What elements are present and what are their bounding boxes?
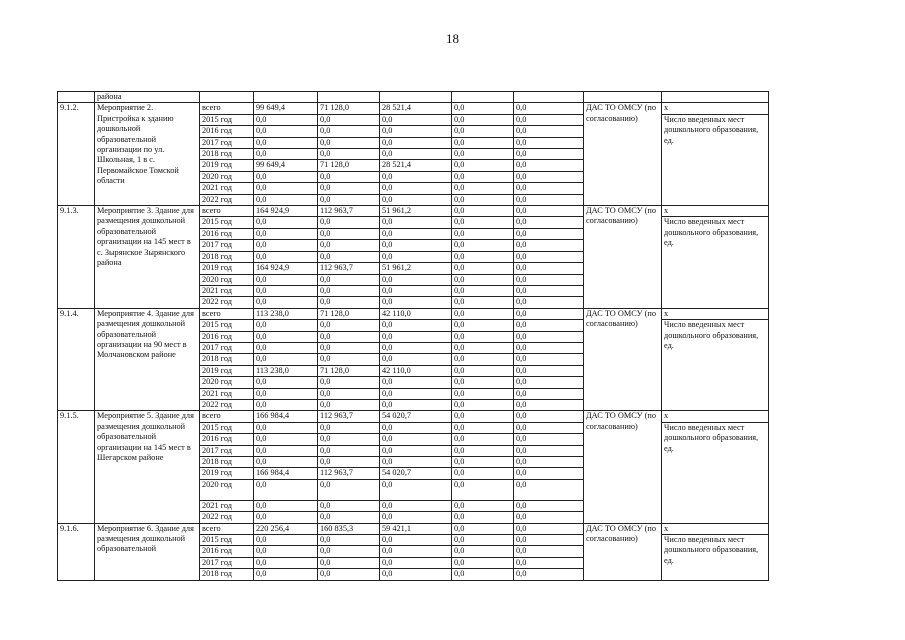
indicator-name-cell: Число введенных мест дошкольного образования, ед. (662, 535, 769, 581)
amount-cell-3: 54 020,7 (380, 468, 452, 479)
amount-cell-2: 71 128,0 (318, 160, 380, 171)
amount-cell-2: 0,0 (318, 569, 380, 580)
year-label: 2016 год (200, 126, 254, 137)
year-label: 2019 год (200, 263, 254, 274)
year-label: 2016 год (200, 546, 254, 557)
amount-cell-2: 112 963,7 (318, 263, 380, 274)
amount-cell-1: 0,0 (254, 535, 318, 546)
amount-cell-5: 0,0 (514, 263, 584, 274)
measure-total-row (58, 308, 769, 319)
amount-cell-3: 0,0 (380, 557, 452, 568)
amount-cell-3: 0,0 (380, 217, 452, 228)
amount-cell-2: 0,0 (318, 126, 380, 137)
amount-cell-1: 0,0 (254, 251, 318, 262)
amount-cell-5: 0,0 (514, 422, 584, 433)
amount-cell-1: 113 238,0 (254, 365, 318, 376)
continuation-code-cell (58, 92, 95, 103)
amount-cell-2: 0,0 (318, 445, 380, 456)
amount-cell-5: 0,0 (514, 365, 584, 376)
amount-cell-1: 0,0 (254, 434, 318, 445)
measure-code: 9.1.2. (58, 103, 95, 206)
amount-cell-3: 0,0 (380, 274, 452, 285)
amount-cell-5: 0,0 (514, 171, 584, 182)
amount-cell-1: 164 924,9 (254, 206, 318, 217)
total-label: всего (200, 103, 254, 114)
amount-cell-3: 0,0 (380, 149, 452, 160)
amount-cell-2: 0,0 (318, 557, 380, 568)
amount-cell-1: 0,0 (254, 149, 318, 160)
amount-cell-5: 0,0 (514, 183, 584, 194)
amount-cell-2: 0,0 (318, 388, 380, 399)
amount-cell-5: 0,0 (514, 569, 584, 580)
amount-cell-3: 0,0 (380, 320, 452, 331)
amount-cell-4: 0,0 (452, 126, 514, 137)
amount-cell-1: 0,0 (254, 500, 318, 511)
indicator-x-cell: x (662, 523, 769, 534)
total-label: всего (200, 523, 254, 534)
amount-cell-3: 0,0 (380, 399, 452, 410)
amount-cell-3: 0,0 (380, 434, 452, 445)
amount-cell-3: 42 110,0 (380, 308, 452, 319)
amount-cell-4: 0,0 (452, 308, 514, 319)
amount-cell-4: 0,0 (452, 149, 514, 160)
year-label: 2018 год (200, 251, 254, 262)
amount-cell-1: 0,0 (254, 194, 318, 205)
year-label: 2015 год (200, 535, 254, 546)
year-label: 2015 год (200, 114, 254, 125)
amount-cell-3: 51 961,2 (380, 206, 452, 217)
amount-cell-1: 0,0 (254, 320, 318, 331)
amount-cell-1: 0,0 (254, 228, 318, 239)
amount-cell-3: 51 961,2 (380, 263, 452, 274)
year-label: 2017 год (200, 445, 254, 456)
amount-cell-3: 0,0 (380, 512, 452, 523)
amount-cell-1: 0,0 (254, 546, 318, 557)
amount-cell-2: 0,0 (318, 422, 380, 433)
indicator-name-cell: Число введенных мест дошкольного образования, ед. (662, 217, 769, 308)
amount-cell-3: 0,0 (380, 377, 452, 388)
amount-cell-4: 0,0 (452, 500, 514, 511)
amount-cell-3: 54 020,7 (380, 411, 452, 422)
year-label: 2019 год (200, 160, 254, 171)
amount-cell-4: 0,0 (452, 331, 514, 342)
amount-cell-1: 0,0 (254, 445, 318, 456)
amount-cell-2: 160 835,3 (318, 523, 380, 534)
amount-cell-5: 0,0 (514, 126, 584, 137)
amount-cell-5: 0,0 (514, 500, 584, 511)
amount-cell-3: 0,0 (380, 500, 452, 511)
amount-cell-5: 0,0 (514, 377, 584, 388)
amount-cell-4: 0,0 (452, 297, 514, 308)
year-label: 2015 год (200, 217, 254, 228)
amount-cell-3: 0,0 (380, 479, 452, 500)
amount-cell-1: 0,0 (254, 183, 318, 194)
year-label: 2015 год (200, 320, 254, 331)
year-label: 2022 год (200, 512, 254, 523)
amount-cell-2: 71 128,0 (318, 308, 380, 319)
measure-name: Мероприятие 4. Здание для размещения дошкольной образовательной организации на 90 мест в Молчановском районе (95, 308, 200, 411)
amount-cell-5: 0,0 (514, 468, 584, 479)
amount-cell-2: 0,0 (318, 457, 380, 468)
year-label: 2017 год (200, 342, 254, 353)
amount-cell-2: 0,0 (318, 546, 380, 557)
amount-cell-3: 0,0 (380, 228, 452, 239)
amount-cell-3: 0,0 (380, 194, 452, 205)
total-label: всего (200, 411, 254, 422)
amount-cell-4: 0,0 (452, 251, 514, 262)
amount-cell-5: 0,0 (514, 479, 584, 500)
amount-cell-2: 0,0 (318, 377, 380, 388)
amount-cell-4: 0,0 (452, 523, 514, 534)
amount-cell-4: 0,0 (452, 557, 514, 568)
amount-cell-1: 0,0 (254, 331, 318, 342)
amount-cell-5: 0,0 (514, 546, 584, 557)
amount-cell-4: 0,0 (452, 457, 514, 468)
amount-cell-5: 0,0 (514, 160, 584, 171)
amount-cell-3: 0,0 (380, 354, 452, 365)
year-label: 2021 год (200, 388, 254, 399)
amount-cell-3: 0,0 (380, 297, 452, 308)
year-label: 2020 год (200, 479, 254, 500)
amount-cell-5: 0,0 (514, 399, 584, 410)
year-label: 2018 год (200, 354, 254, 365)
amount-cell-3: 0,0 (380, 342, 452, 353)
program-measures-table (57, 91, 769, 581)
amount-cell-5: 0,0 (514, 194, 584, 205)
executor-cell: ДАС ТО ОМСУ (по согласованию) (584, 523, 662, 580)
year-label: 2018 год (200, 569, 254, 580)
amount-cell-1: 0,0 (254, 557, 318, 568)
amount-cell-3: 28 521,4 (380, 160, 452, 171)
amount-cell-4: 0,0 (452, 569, 514, 580)
amount-cell-5: 0,0 (514, 434, 584, 445)
amount-cell-3: 0,0 (380, 240, 452, 251)
amount-cell-2: 0,0 (318, 171, 380, 182)
executor-cell: ДАС ТО ОМСУ (по согласованию) (584, 206, 662, 309)
total-label: всего (200, 308, 254, 319)
amount-cell-1: 0,0 (254, 569, 318, 580)
indicator-name-cell: Число введенных мест дошкольного образования, ед. (662, 320, 769, 411)
amount-cell-1: 0,0 (254, 114, 318, 125)
year-label: 2017 год (200, 137, 254, 148)
amount-cell-1: 0,0 (254, 377, 318, 388)
amount-cell-2: 0,0 (318, 297, 380, 308)
year-label: 2020 год (200, 377, 254, 388)
amount-cell-3: 0,0 (380, 137, 452, 148)
amount-cell-2: 71 128,0 (318, 103, 380, 114)
year-label: 2017 год (200, 557, 254, 568)
amount-cell-5: 0,0 (514, 274, 584, 285)
amount-cell-1: 166 984,4 (254, 468, 318, 479)
measure-total-row (58, 523, 769, 534)
year-label: 2021 год (200, 500, 254, 511)
amount-cell-5: 0,0 (514, 137, 584, 148)
amount-cell-3: 0,0 (380, 569, 452, 580)
measure-name: Мероприятие 5. Здание для размещения дошкольной образовательной организации на 145 мест в Шегарском районе (95, 411, 200, 523)
amount-cell-5: 0,0 (514, 331, 584, 342)
year-label: 2020 год (200, 171, 254, 182)
amount-cell-4: 0,0 (452, 263, 514, 274)
measure-code: 9.1.6. (58, 523, 95, 580)
measure-total-row (58, 411, 769, 422)
amount-cell-1: 166 984,4 (254, 411, 318, 422)
amount-cell-4: 0,0 (452, 217, 514, 228)
measure-total-row (58, 206, 769, 217)
year-label: 2017 год (200, 240, 254, 251)
measure-total-row (58, 103, 769, 114)
amount-cell-1: 0,0 (254, 126, 318, 137)
page-number: 18 (446, 31, 459, 46)
amount-cell-1: 220 256,4 (254, 523, 318, 534)
amount-cell-2: 0,0 (318, 500, 380, 511)
amount-cell-5: 0,0 (514, 354, 584, 365)
amount-cell-2: 0,0 (318, 535, 380, 546)
amount-cell-5: 0,0 (514, 308, 584, 319)
amount-cell-4: 0,0 (452, 377, 514, 388)
amount-cell-5: 0,0 (514, 557, 584, 568)
amount-cell-1: 0,0 (254, 274, 318, 285)
amount-cell-3: 0,0 (380, 183, 452, 194)
amount-cell-2: 112 963,7 (318, 468, 380, 479)
amount-cell-4: 0,0 (452, 137, 514, 148)
year-label: 2019 год (200, 365, 254, 376)
amount-cell-4: 0,0 (452, 240, 514, 251)
amount-cell-3: 0,0 (380, 331, 452, 342)
amount-cell-3: 0,0 (380, 535, 452, 546)
amount-cell-4: 0,0 (452, 365, 514, 376)
amount-cell-5: 0,0 (514, 535, 584, 546)
year-label: 2021 год (200, 183, 254, 194)
continuation-name-cell: района (95, 92, 200, 103)
amount-cell-2: 0,0 (318, 240, 380, 251)
amount-cell-3: 0,0 (380, 126, 452, 137)
amount-cell-2: 0,0 (318, 228, 380, 239)
amount-cell-2: 71 128,0 (318, 365, 380, 376)
amount-cell-1: 0,0 (254, 422, 318, 433)
amount-cell-1: 0,0 (254, 512, 318, 523)
amount-cell-2: 0,0 (318, 342, 380, 353)
amount-cell-2: 0,0 (318, 251, 380, 262)
amount-cell-5: 0,0 (514, 103, 584, 114)
amount-cell-5: 0,0 (514, 285, 584, 296)
amount-cell-1: 0,0 (254, 217, 318, 228)
amount-cell-5: 0,0 (514, 206, 584, 217)
amount-cell-5: 0,0 (514, 388, 584, 399)
indicator-name-cell: Число введенных мест дошкольного образования, ед. (662, 422, 769, 523)
amount-cell-2: 0,0 (318, 354, 380, 365)
year-label: 2022 год (200, 297, 254, 308)
amount-cell-1: 0,0 (254, 479, 318, 500)
amount-cell-2: 0,0 (318, 217, 380, 228)
amount-cell-1: 0,0 (254, 297, 318, 308)
amount-cell-4: 0,0 (452, 194, 514, 205)
year-label: 2016 год (200, 228, 254, 239)
amount-cell-3: 0,0 (380, 285, 452, 296)
amount-cell-5: 0,0 (514, 297, 584, 308)
amount-cell-1: 0,0 (254, 285, 318, 296)
amount-cell-4: 0,0 (452, 114, 514, 125)
amount-cell-2: 112 963,7 (318, 206, 380, 217)
amount-cell-3: 59 421,1 (380, 523, 452, 534)
amount-cell-2: 0,0 (318, 274, 380, 285)
amount-cell-4: 0,0 (452, 320, 514, 331)
amount-cell-2: 112 963,7 (318, 411, 380, 422)
amount-cell-4: 0,0 (452, 479, 514, 500)
indicator-name-cell: Число введенных мест дошкольного образования, ед. (662, 114, 769, 205)
amount-cell-2: 0,0 (318, 399, 380, 410)
amount-cell-1: 0,0 (254, 240, 318, 251)
amount-cell-4: 0,0 (452, 411, 514, 422)
amount-cell-1: 0,0 (254, 354, 318, 365)
measure-name: Мероприятие 2. Пристройка к зданию дошкольной образовательной организации по ул. Школьная, 1 в с. Первомайское Томской области (95, 103, 200, 206)
amount-cell-3: 28 521,4 (380, 103, 452, 114)
measure-code: 9.1.5. (58, 411, 95, 523)
amount-cell-4: 0,0 (452, 206, 514, 217)
measure-code: 9.1.4. (58, 308, 95, 411)
amount-cell-5: 0,0 (514, 251, 584, 262)
amount-cell-3: 42 110,0 (380, 365, 452, 376)
measure-code: 9.1.3. (58, 206, 95, 309)
amount-cell-5: 0,0 (514, 342, 584, 353)
amount-cell-3: 0,0 (380, 171, 452, 182)
amount-cell-5: 0,0 (514, 457, 584, 468)
amount-cell-3: 0,0 (380, 445, 452, 456)
amount-cell-4: 0,0 (452, 183, 514, 194)
amount-cell-5: 0,0 (514, 240, 584, 251)
executor-cell: ДАС ТО ОМСУ (по согласованию) (584, 308, 662, 411)
amount-cell-1: 0,0 (254, 137, 318, 148)
amount-cell-5: 0,0 (514, 149, 584, 160)
year-label: 2019 год (200, 468, 254, 479)
year-label: 2016 год (200, 434, 254, 445)
executor-cell: ДАС ТО ОМСУ (по согласованию) (584, 103, 662, 206)
amount-cell-2: 0,0 (318, 285, 380, 296)
year-label: 2016 год (200, 331, 254, 342)
amount-cell-1: 0,0 (254, 171, 318, 182)
amount-cell-5: 0,0 (514, 445, 584, 456)
amount-cell-2: 0,0 (318, 194, 380, 205)
amount-cell-4: 0,0 (452, 285, 514, 296)
amount-cell-4: 0,0 (452, 512, 514, 523)
executor-cell: ДАС ТО ОМСУ (по согласованию) (584, 411, 662, 523)
amount-cell-2: 0,0 (318, 149, 380, 160)
year-label: 2018 год (200, 457, 254, 468)
amount-cell-1: 0,0 (254, 388, 318, 399)
amount-cell-1: 99 649,4 (254, 160, 318, 171)
amount-cell-2: 0,0 (318, 137, 380, 148)
amount-cell-2: 0,0 (318, 331, 380, 342)
amount-cell-4: 0,0 (452, 228, 514, 239)
amount-cell-3: 0,0 (380, 457, 452, 468)
amount-cell-5: 0,0 (514, 523, 584, 534)
amount-cell-4: 0,0 (452, 388, 514, 399)
amount-cell-2: 0,0 (318, 114, 380, 125)
amount-cell-2: 0,0 (318, 434, 380, 445)
amount-cell-1: 0,0 (254, 399, 318, 410)
amount-cell-5: 0,0 (514, 217, 584, 228)
amount-cell-4: 0,0 (452, 160, 514, 171)
amount-cell-5: 0,0 (514, 512, 584, 523)
amount-cell-1: 164 924,9 (254, 263, 318, 274)
amount-cell-2: 0,0 (318, 512, 380, 523)
amount-cell-1: 0,0 (254, 457, 318, 468)
amount-cell-5: 0,0 (514, 411, 584, 422)
indicator-x-cell: x (662, 206, 769, 217)
amount-cell-2: 0,0 (318, 479, 380, 500)
amount-cell-5: 0,0 (514, 114, 584, 125)
indicator-x-cell: x (662, 308, 769, 319)
amount-cell-4: 0,0 (452, 399, 514, 410)
amount-cell-4: 0,0 (452, 546, 514, 557)
amount-cell-4: 0,0 (452, 434, 514, 445)
amount-cell-3: 0,0 (380, 388, 452, 399)
amount-cell-4: 0,0 (452, 422, 514, 433)
year-label: 2020 год (200, 274, 254, 285)
amount-cell-3: 0,0 (380, 251, 452, 262)
amount-cell-4: 0,0 (452, 103, 514, 114)
amount-cell-4: 0,0 (452, 274, 514, 285)
total-label: всего (200, 206, 254, 217)
amount-cell-5: 0,0 (514, 228, 584, 239)
amount-cell-2: 0,0 (318, 183, 380, 194)
year-label: 2015 год (200, 422, 254, 433)
year-label: 2022 год (200, 399, 254, 410)
amount-cell-4: 0,0 (452, 171, 514, 182)
indicator-x-cell: x (662, 103, 769, 114)
amount-cell-1: 113 238,0 (254, 308, 318, 319)
amount-cell-4: 0,0 (452, 342, 514, 353)
measure-name: Мероприятие 6. Здание для размещения дошкольной образовательной (95, 523, 200, 580)
amount-cell-1: 99 649,4 (254, 103, 318, 114)
amount-cell-4: 0,0 (452, 535, 514, 546)
year-label: 2022 год (200, 194, 254, 205)
amount-cell-4: 0,0 (452, 468, 514, 479)
year-label: 2021 год (200, 285, 254, 296)
continuation-row (58, 92, 769, 103)
amount-cell-4: 0,0 (452, 354, 514, 365)
measure-name: Мероприятие 3. Здание для размещения дошкольной образовательной организации на 145 мест в с. Зырянское Зырянского района (95, 206, 200, 309)
amount-cell-3: 0,0 (380, 114, 452, 125)
amount-cell-3: 0,0 (380, 546, 452, 557)
year-label: 2018 год (200, 149, 254, 160)
amount-cell-3: 0,0 (380, 422, 452, 433)
amount-cell-1: 0,0 (254, 342, 318, 353)
amount-cell-5: 0,0 (514, 320, 584, 331)
indicator-x-cell: x (662, 411, 769, 422)
amount-cell-2: 0,0 (318, 320, 380, 331)
amount-cell-4: 0,0 (452, 445, 514, 456)
